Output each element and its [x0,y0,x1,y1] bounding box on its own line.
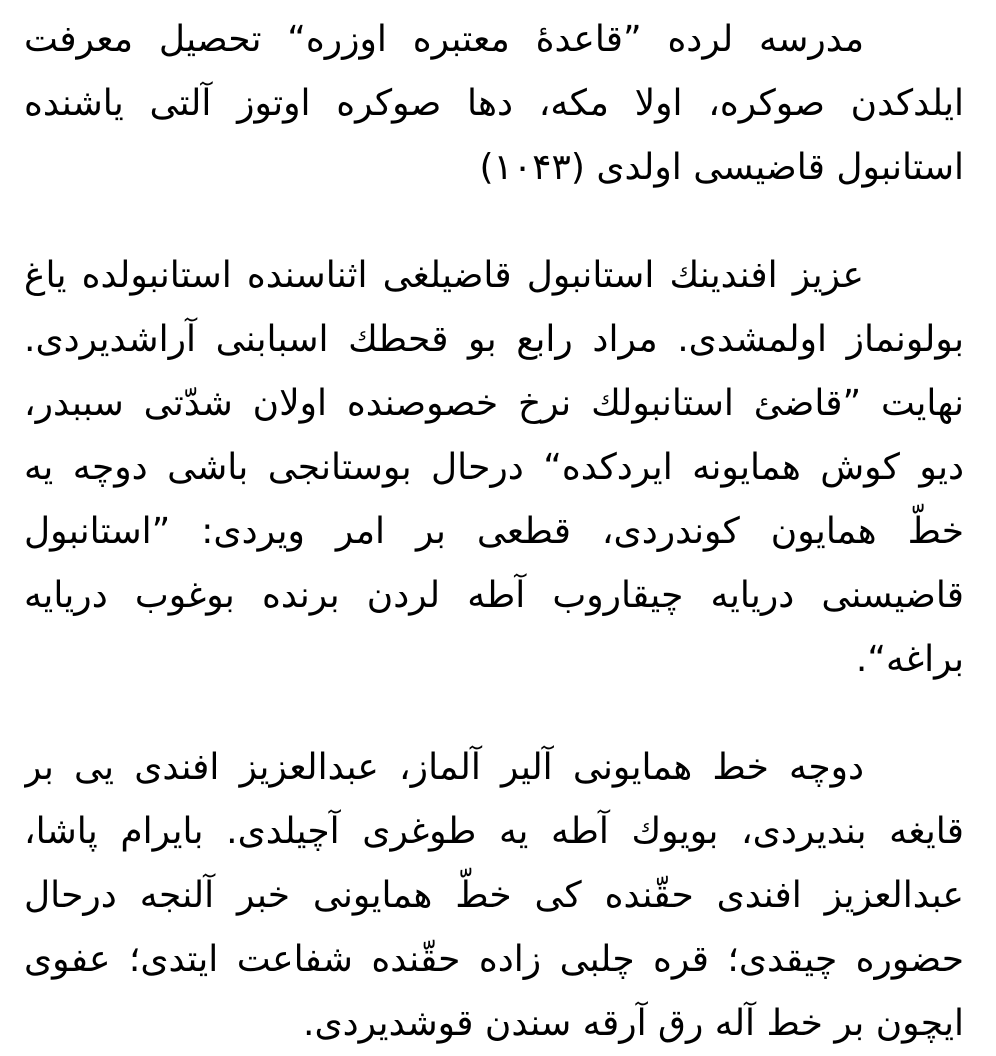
text-line: قایغه بندیردی، بویوك آطه یه طوغری آچیلدی. بایرام پاشا، [24,811,964,852]
text-line: عبدالعزیز افندی حقّنده کی خطّ همایونی خبر آلنجه درحال [24,875,964,916]
text-line: نهایت ”قاضئ استانبولك نرخ خصوصنده اولان شدّتی سببدر، [24,383,964,424]
text-line: خطّ همایون کوندردی، قطعی بر امر ویردی: ”استانبول [24,511,964,552]
text-line: ایلدکدن صوکره، اولا مکه، دها صوکره اوتوز آلتی یاشنده [24,83,964,124]
document-page [24,8,964,1048]
text-line: قاضیسنی دریایه چیقاروب آطه لردن برنده بوغوب دریایه [24,575,964,616]
text-line: دوچه خط همایونی آلیر آلماز، عبدالعزیز افندی یی بر [24,747,864,788]
text-line: براغه“. [855,639,964,680]
text-line: عزیز افندینك استانبول قاضیلغی اثناسنده استانبولده یاغ [24,255,864,296]
paragraph-gap [24,200,964,244]
paragraph-2 [24,244,964,692]
text-line: دیو کوش همایونه ایردکده“ درحال بوستانجی باشی دوچه یه [24,447,964,488]
text-line: ایچون بر خط آله رق آرقه سندن قوشدیردی. [303,1003,964,1044]
paragraph-gap [24,692,964,736]
text-line: استانبول قاضیسی اولدی (۱۰۴۳) [479,147,964,188]
text-line: بولونماز اولمشدی. مراد رابع بو قحطك اسبابنی آراشدیردی. [24,319,964,360]
paragraph-1 [24,8,964,200]
text-line: حضوره چیقدی؛ قره چلبی زاده حقّنده شفاعت ایتدی؛ عفوی [24,939,964,980]
paragraph-3 [24,736,964,1056]
text-line: مدرسه لرده ”قاعدهٔ معتبره اوزره“ تحصیل معرفت [24,19,864,60]
